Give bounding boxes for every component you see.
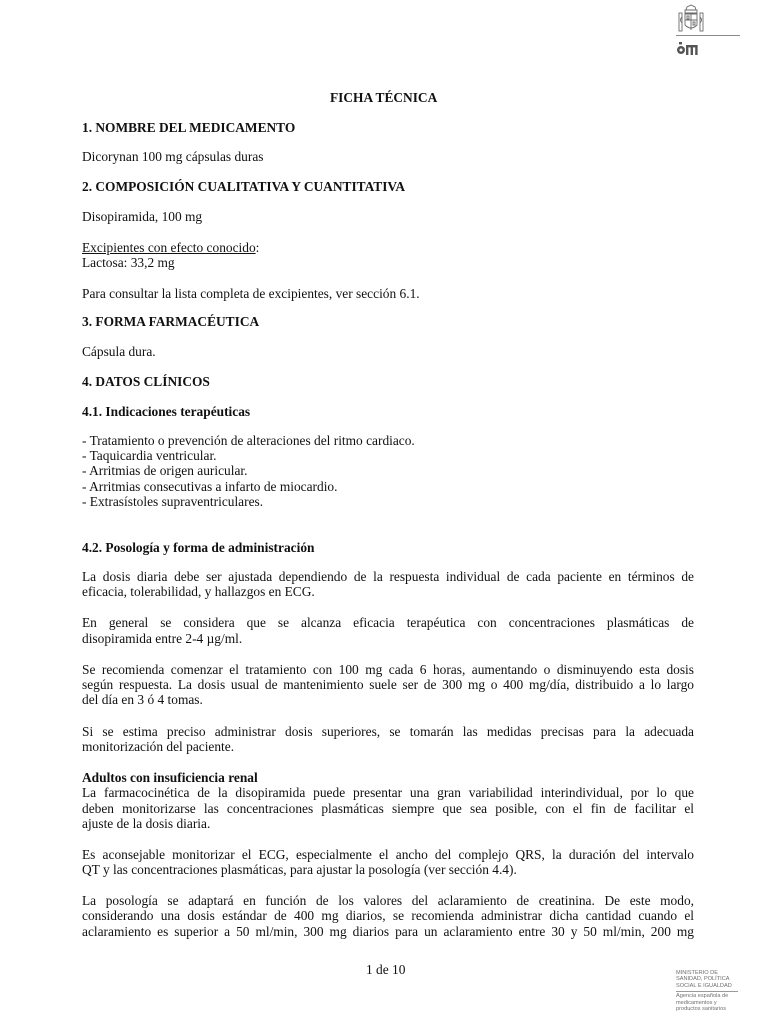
section-4-2-heading: 4.2. Posología y forma de administración — [82, 540, 315, 555]
spanish-coat-of-arms-icon — [676, 4, 706, 38]
agency-line: medicamentos y — [676, 999, 717, 1006]
indication-item: - Taquicardia ventricular. — [82, 448, 217, 463]
ministry-rule — [676, 991, 738, 992]
ministry-line: SOCIAL E IGUALDAD — [676, 982, 732, 989]
dosage-paragraph-line: eficacia, tolerabilidad, y hallazgos en ECG. — [82, 584, 315, 599]
ministry-line: MINISTERIO DE — [676, 970, 718, 976]
agency-line: Agencia española de — [676, 993, 729, 1000]
dosage-paragraph-line: Se recomienda comenzar el tratamiento con 100 mg cada 6 horas, aumentando o disminuyendo esta dosis — [82, 662, 694, 677]
medicine-name: Dicorynan 100 mg cápsulas duras — [82, 149, 264, 164]
section-4-heading: 4. DATOS CLÍNICOS — [82, 374, 210, 389]
dosage-paragraph-line: disopiramida entre 2-4 µg/ml. — [82, 631, 243, 646]
lactose-amount: Lactosa: 33,2 mg — [82, 255, 175, 270]
renal-insufficiency-heading: Adultos con insuficiencia renal — [82, 770, 258, 785]
ministry-footer-logo — [676, 970, 746, 1012]
excipients-colon: : — [255, 240, 260, 255]
renal-paragraph-line: La posología se adaptará en función de los valores del aclaramiento de creatinina. De este modo, — [82, 893, 694, 908]
renal-paragraph-line: QT y las concentraciones plasmáticas, para ajustar la posología (ver sección 4.4). — [82, 862, 517, 877]
excipients-note: Para consultar la lista completa de excipientes, ver sección 6.1. — [82, 286, 420, 301]
renal-paragraph-line: deben monitorizarse las concentraciones plasmáticas siempre que sea posible, con el fin de facilitar el — [82, 801, 694, 816]
renal-paragraph-line: considerando una dosis estándar de 400 mg diarios, se recomienda administrar dicha cantidad cuando el — [82, 908, 694, 923]
aemps-logo-icon — [676, 40, 700, 56]
indication-item: - Arritmias consecutivas a infarto de miocardio. — [82, 479, 338, 494]
document-title: FICHA TÉCNICA — [330, 90, 438, 105]
dosage-paragraph-line: monitorización del paciente. — [82, 739, 235, 754]
header-rule — [676, 35, 740, 36]
indication-item: - Tratamiento o prevención de alteraciones del ritmo cardiaco. — [82, 433, 415, 448]
excipients-label: Excipientes con efecto conocido — [82, 240, 256, 255]
excipients-line — [82, 240, 259, 256]
agency-line: productos sanitarios — [676, 1006, 727, 1013]
dosage-paragraph-line: Si se estima preciso administrar dosis superiores, se tomarán las medidas precisas para la adecuada — [82, 724, 694, 739]
dosage-paragraph-line: según respuesta. La dosis usual de mantenimiento suele ser de 300 mg o 400 mg/día, distribuido a lo largo — [82, 677, 694, 692]
dosage-paragraph-line: En general se considera que se alcanza eficacia terapéutica con concentraciones plasmáticas de — [82, 615, 694, 630]
indication-item: - Extrasístoles supraventriculares. — [82, 494, 264, 509]
pharmaceutical-form: Cápsula dura. — [82, 344, 156, 359]
indication-item: - Arritmias de origen auricular. — [82, 463, 248, 478]
renal-paragraph-line: ajuste de la dosis diaria. — [82, 816, 211, 831]
section-4-1-heading: 4.1. Indicaciones terapéuticas — [82, 404, 251, 419]
section-3-heading: 3. FORMA FARMACÉUTICA — [82, 314, 260, 329]
dosage-paragraph-line: La dosis diaria debe ser ajustada dependiendo de la respuesta individual de cada paciente en términos de — [82, 569, 694, 584]
ministry-line: SANIDAD, POLÍTICA — [676, 976, 730, 983]
dosage-paragraph-line: del día en 3 ó 4 tomas. — [82, 692, 203, 707]
active-substance: Disopiramida, 100 mg — [82, 209, 203, 224]
section-2-heading: 2. COMPOSICIÓN CUALITATIVA Y CUANTITATIVA — [82, 179, 406, 194]
renal-paragraph-line: Es aconsejable monitorizar el ECG, especialmente el ancho del complejo QRS, la duración del intervalo — [82, 847, 694, 862]
section-1-heading: 1. NOMBRE DEL MEDICAMENTO — [82, 120, 296, 135]
renal-paragraph-line: aclaramiento es superior a 50 ml/min, 300 mg diarios para un aclaramiento entre 30 y 50 ml/min, 200 mg — [82, 924, 694, 939]
page-number: 1 de 10 — [366, 962, 406, 977]
renal-paragraph-line: La farmacocinética de la disopiramida puede presentar una gran variabilidad interindividual, por lo que — [82, 785, 694, 800]
